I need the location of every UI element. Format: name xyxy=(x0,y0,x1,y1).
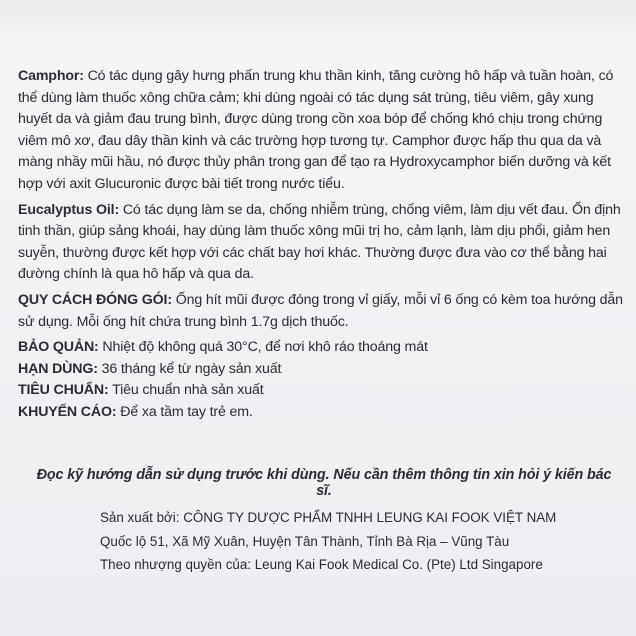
camphor-text: Có tác dụng gây hưng phấn trung khu thần kinh, tăng cường hô hấp và tuần hoàn, có thể dùng làm thuốc xông chữa cảm; khi dùng ngoài có tác dụng sát trùng, tiêu viêm, gây xung huyết da và giảm đau trung bình, được dùng trong cồn xoa bóp để chống khó chịu trong chứng viêm mô xơ, đau dây thần kinh và các trường hợp tương tự. Camphor được hấp thu qua da và màng nhầy mũi hầu, nó được thủy phân trong gan để tạo ra Hydroxycamphor biến dưỡng và kết hợp với axit Glucuronic được bài tiết trong nước tiểu. xyxy=(18,68,614,192)
camphor-paragraph xyxy=(18,66,624,196)
storage-line xyxy=(18,337,624,359)
leaflet-body xyxy=(18,66,624,424)
paper-shadow xyxy=(0,0,636,40)
expiry-line xyxy=(18,359,624,381)
manufacturer-name: Sản xuất bởi: CÔNG TY DƯỢC PHẨM TNHH LEUNG KAI FOOK VIỆT NAM xyxy=(100,510,557,525)
standard-line xyxy=(18,380,624,402)
expiry-label: HẠN DÙNG: xyxy=(18,360,98,377)
advice-text: Để xa tầm tay trẻ em. xyxy=(116,403,253,420)
manufacturer-address: Quốc lộ 51, Xã Mỹ Xuân, Huyện Tân Thành, Tỉnh Bà Rịa – Vũng Tàu xyxy=(100,533,510,549)
advice-label: KHUYẾN CÁO: xyxy=(18,403,117,420)
advice-line xyxy=(18,402,624,424)
franchise-line: Theo nhượng quyền của: Leung Kai Fook Medical Co. (Pte) Ltd Singapore xyxy=(100,557,543,572)
storage-label: BẢO QUẢN: xyxy=(18,339,99,356)
standard-label: TIÊU CHUẨN: xyxy=(18,382,109,399)
eucalyptus-paragraph xyxy=(18,200,624,286)
eucalyptus-term: Eucalyptus Oil: xyxy=(18,201,120,218)
standard-text: Tiêu chuẩn nhà sản xuất xyxy=(108,382,264,399)
expiry-text: 36 tháng kể từ ngày sản xuất xyxy=(97,360,282,377)
packaging-paragraph xyxy=(18,290,624,333)
packaging-label: QUY CÁCH ĐÓNG GÓI: xyxy=(18,291,172,308)
manufacturer-block xyxy=(100,506,620,577)
usage-warning: Đọc kỹ hướng dẫn sử dụng trước khi dùng. Nếu cần thêm thông tin xin hỏi ý kiến bác sĩ. xyxy=(36,467,612,499)
eucalyptus-text: Có tác dụng làm se da, chống nhiễm trùng, chống viêm, làm dịu vết đau. Ổn định tinh thần, giúp sảng khoái, hay dùng làm thuốc xông mũi trị ho, cảm lạnh, làm dịu phổi, giảm hen suyễn, thường được kết hợp với các chất bay hơi khác. Thường được đưa vào cơ thể bằng hai đường chính là qua hô hấp và qua da. xyxy=(18,201,621,283)
storage-text: Nhiệt độ không quá 30°C, để nơi khô ráo thoáng mát xyxy=(98,339,428,356)
packaging-text: Ống hít mũi được đóng trong vỉ giấy, mỗi vỉ 6 ống có kèm toa hướng dẫn sử dụng. Mỗi ống hít chứa trung bình 1.7g dịch thuốc. xyxy=(18,291,623,330)
camphor-term: Camphor: xyxy=(18,68,84,84)
